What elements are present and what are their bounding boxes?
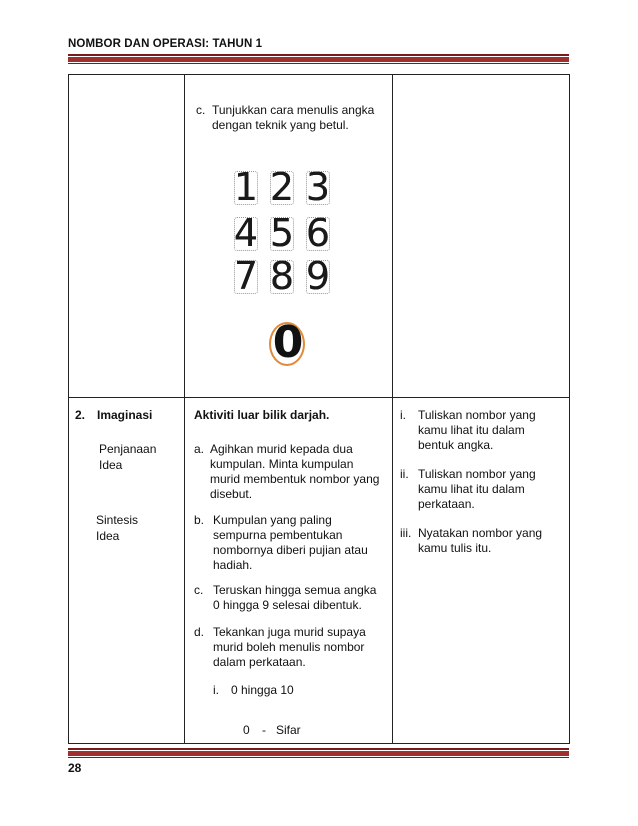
activity-a-line2: kumpulan. Minta kumpulan xyxy=(210,457,354,471)
number-zero: 0 xyxy=(243,723,250,737)
activity-d-line2: murid boleh menulis nombor xyxy=(213,640,365,654)
activity-a-line4: disebut. xyxy=(210,487,253,501)
eval-i-line2: kamu lihat itu dalam xyxy=(418,423,525,437)
activity-d-marker: d. xyxy=(194,625,205,639)
page-header-title: NOMBOR DAN OPERASI: TAHUN 1 xyxy=(68,38,263,50)
row2-number: 2. xyxy=(75,408,86,422)
digit-9: 9 xyxy=(300,256,336,296)
activity-c-line1: Teruskan hingga semua angka xyxy=(213,583,377,597)
activity-b-line2: sempurna pembentukan xyxy=(213,528,343,542)
eval-iii-line1: Nyatakan nombor yang xyxy=(418,526,543,540)
eval-iii-line2: kamu tulis itu. xyxy=(418,541,492,555)
eval-i-line1: Tuliskan nombor yang xyxy=(418,408,536,422)
digit-5: 5 xyxy=(264,213,300,253)
activity-a-marker: a. xyxy=(194,442,205,456)
eval-ii-line1: Tuliskan nombor yang xyxy=(418,467,536,481)
row2-sub2-line1: Sintesis xyxy=(96,513,139,527)
activity-c-line2: 0 hingga 9 selesai dibentuk. xyxy=(213,598,362,612)
number-zero-word: Sifar xyxy=(276,723,301,737)
activity-b-line1: Kumpulan yang paling xyxy=(213,513,332,527)
number-dash: - xyxy=(262,723,266,737)
row2-title: Imaginasi xyxy=(97,408,153,422)
digit-1: 1 xyxy=(228,167,264,207)
activity-b-line4: hadiah. xyxy=(213,558,253,572)
row-divider xyxy=(69,397,569,398)
activity-d-line3: dalam perkataan. xyxy=(213,655,306,669)
row1-item-c-line2: dengan teknik yang betul. xyxy=(212,118,349,132)
eval-i-line3: bentuk angka. xyxy=(418,438,494,452)
digit-8: 8 xyxy=(264,256,300,296)
activity-d-line1: Tekankan juga murid supaya xyxy=(213,625,366,639)
digit-4: 4 xyxy=(228,213,264,253)
activity-d-i-text: 0 hingga 10 xyxy=(231,683,294,697)
eval-iii-marker: iii. xyxy=(400,526,412,540)
activity-b-marker: b. xyxy=(194,513,205,527)
digit-7: 7 xyxy=(228,256,264,296)
activity-d-i-marker: i. xyxy=(213,683,219,697)
digit-0: 0 xyxy=(272,317,304,368)
activity-a-line3: murid membentuk nombor yang xyxy=(210,472,380,486)
eval-i-marker: i. xyxy=(400,408,406,422)
eval-ii-marker: ii. xyxy=(400,467,409,481)
column-divider-2 xyxy=(392,75,393,743)
page-number: 28 xyxy=(68,761,82,775)
row1-item-c-line1: Tunjukkan cara menulis angka xyxy=(212,103,375,117)
row2-sub2-line2: Idea xyxy=(96,529,120,543)
eval-ii-line2: kamu lihat itu dalam xyxy=(418,482,525,496)
column-divider-1 xyxy=(184,75,185,743)
activity-b-line3: nombornya diberi pujian atau xyxy=(213,543,368,557)
row2-sub1-line1: Penjanaan xyxy=(99,442,157,456)
digit-2: 2 xyxy=(264,167,300,207)
row2-sub1-line2: Idea xyxy=(99,458,123,472)
activity-c-marker: c. xyxy=(194,583,204,597)
digit-3: 3 xyxy=(300,167,336,207)
row2-activity-heading: Aktiviti luar bilik darjah. xyxy=(194,408,330,422)
digit-6: 6 xyxy=(300,213,336,253)
row1-item-c-marker: c. xyxy=(196,103,206,117)
activity-a-line1: Agihkan murid kepada dua xyxy=(210,442,353,456)
eval-ii-line3: perkataan. xyxy=(418,497,475,511)
